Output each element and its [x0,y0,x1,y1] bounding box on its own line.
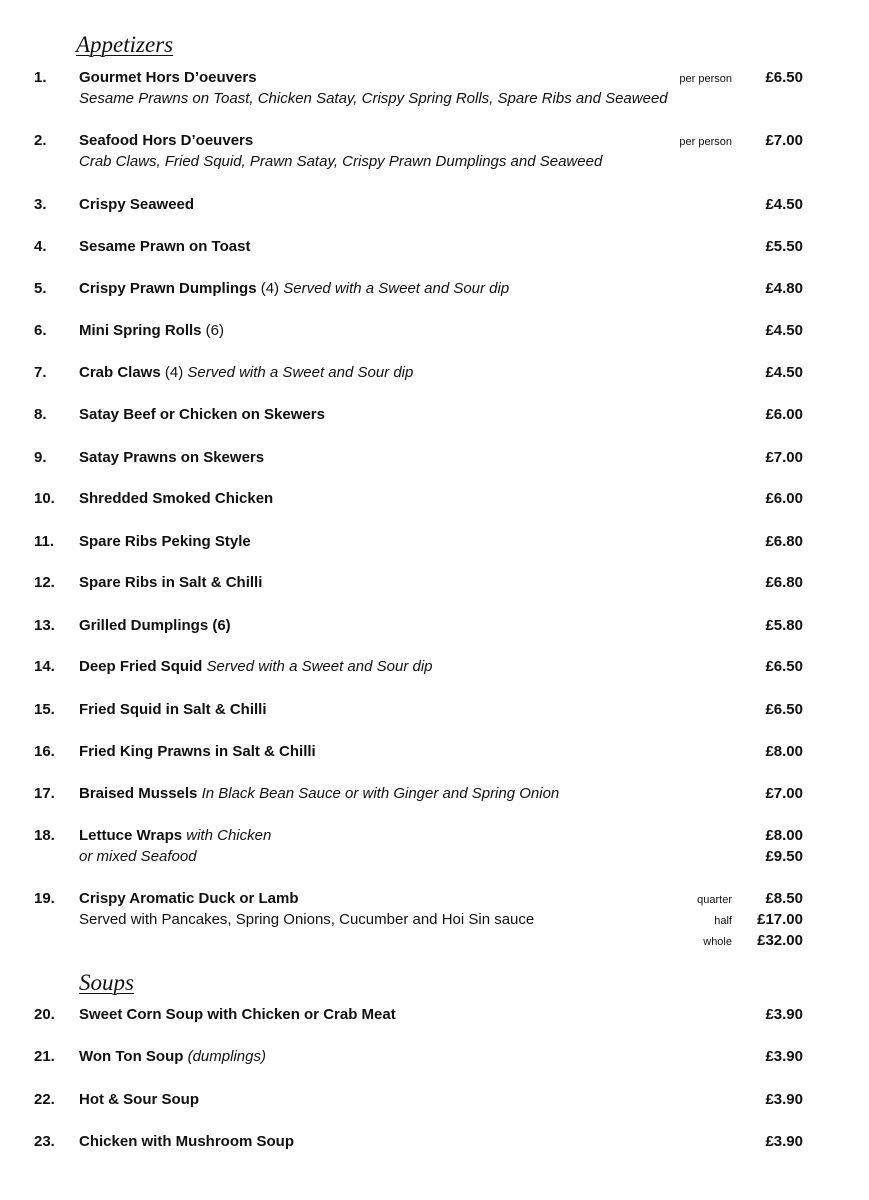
item-name: Crispy Prawn Dumplings [79,280,257,297]
item-price: £4.80 [765,280,803,297]
item-number: 8. [34,406,47,423]
item-name-line [79,742,316,762]
item-description: or mixed Seafood [79,848,197,865]
item-number: 16. [34,743,55,760]
item-name-line [79,616,231,636]
item-price: £8.00 [765,827,803,844]
item-name-line [79,700,267,720]
item-price: £6.00 [765,490,803,507]
price-unit: per person [679,136,732,148]
item-number: 3. [34,196,47,213]
item-number: 14. [34,658,55,675]
item-name: Fried Squid in Salt & Chilli [79,701,267,718]
item-name-line [79,405,325,425]
item-price: £3.90 [765,1091,803,1108]
item-name-line [79,889,299,909]
item-name: Satay Prawns on Skewers [79,449,265,466]
item-number: 13. [34,617,55,634]
item-name-line [79,448,264,468]
item-note: (dumplings) [187,1048,266,1065]
soups-heading: Soups [79,970,134,995]
item-name-line [79,131,253,151]
item-name: Sesame Prawn on Toast [79,238,251,255]
item-price: £5.80 [765,617,803,634]
item-price: £4.50 [765,196,803,213]
item-name-line [79,1132,294,1152]
item-number: 4. [34,238,47,255]
price-unit: half [714,915,732,927]
item-number: 1. [34,69,47,86]
item-name: Fried King Prawns in Salt & Chilli [79,743,316,760]
item-number: 22. [34,1091,55,1108]
item-price: £7.00 [765,785,803,802]
item-name: Hot & Sour Soup [79,1091,199,1108]
item-number: 5. [34,280,47,297]
item-name: Deep Fried Squid [79,658,203,675]
item-name-line [79,195,194,215]
item-number: 11. [34,533,55,550]
item-quantity: (4) [164,364,184,381]
item-name: Spare Ribs in Salt & Chilli [79,574,263,591]
item-name-line [79,1090,199,1110]
item-name: Won Ton Soup [79,1048,184,1065]
item-price: £17.00 [757,911,803,928]
item-number: 23. [34,1133,55,1150]
item-name: Mini Spring Rolls [79,322,202,339]
item-name-line [79,237,250,257]
item-name: Chicken with Mushroom Soup [79,1133,295,1150]
item-note: In Black Bean Sauce or with Ginger and Spring Onion [201,785,560,802]
item-description: Crab Claws, Fried Squid, Prawn Satay, Crispy Prawn Dumplings and Seaweed [79,153,603,170]
item-price: £6.00 [765,406,803,423]
item-name: Shredded Smoked Chicken [79,490,274,507]
item-name-line [79,1047,266,1067]
item-quantity: (4) [260,280,280,297]
item-number: 10. [34,490,55,507]
item-quantity: (6) [205,322,225,339]
price-unit: quarter [697,894,732,906]
item-number: 18. [34,827,55,844]
item-price: £7.00 [765,449,803,466]
item-number: 17. [34,785,55,802]
item-note: with Chicken [186,827,272,844]
item-name-line [79,321,224,341]
item-name-line [79,68,257,88]
item-name-line [79,363,413,383]
item-number: 9. [34,449,47,466]
item-number: 21. [34,1048,55,1065]
item-price: £6.50 [765,69,803,86]
item-name-line [79,279,509,299]
item-price: £5.50 [765,238,803,255]
item-name-line [79,657,433,677]
item-price: £7.00 [765,132,803,149]
item-number: 20. [34,1006,55,1023]
item-name: Crab Claws [79,364,161,381]
item-number: 7. [34,364,47,381]
item-number: 12. [34,574,55,591]
item-price: £6.50 [765,658,803,675]
item-name: Spare Ribs Peking Style [79,533,251,550]
item-price: £6.80 [765,574,803,591]
item-price-alt: £9.50 [765,848,803,865]
item-price: £4.50 [765,322,803,339]
item-number: 2. [34,132,47,149]
item-name: Lettuce Wraps [79,827,183,844]
item-name: Gourmet Hors D’oeuvers [79,69,257,86]
item-note: Served with a Sweet and Sour dip [283,280,510,297]
item-note: Served with a Sweet and Sour dip [187,364,414,381]
item-price: £6.50 [765,701,803,718]
item-price: £4.50 [765,364,803,381]
item-price: £8.50 [765,890,803,907]
item-price: £8.00 [765,743,803,760]
item-description: Sesame Prawns on Toast, Chicken Satay, Crispy Spring Rolls, Spare Ribs and Seaweed [79,90,668,107]
item-price: £3.90 [765,1048,803,1065]
item-name-line [79,573,262,593]
item-name: Sweet Corn Soup with Chicken or Crab Meat [79,1006,396,1023]
item-number: 6. [34,322,47,339]
item-name-line [79,1005,396,1025]
price-unit: per person [679,73,732,85]
item-number: 19. [34,890,55,907]
item-name: Crispy Aromatic Duck or Lamb [79,890,299,907]
item-price: £3.90 [765,1006,803,1023]
item-name: Braised Mussels [79,785,198,802]
item-note: Served with a Sweet and Sour dip [206,658,433,675]
item-name-line [79,826,271,846]
item-number: 15. [34,701,55,718]
item-name-line [79,532,251,552]
item-name: Grilled Dumplings (6) [79,617,231,634]
item-name-line [79,489,273,509]
item-description: Served with Pancakes, Spring Onions, Cucumber and Hoi Sin sauce [79,911,535,928]
item-name-line [79,784,559,804]
item-price: £32.00 [757,932,803,949]
item-name: Crispy Seaweed [79,196,195,213]
item-name: Satay Beef or Chicken on Skewers [79,406,325,423]
item-price: £3.90 [765,1133,803,1150]
appetizers-heading: Appetizers [76,32,174,57]
item-name: Seafood Hors D’oeuvers [79,132,254,149]
item-price: £6.80 [765,533,803,550]
price-unit: whole [703,936,732,948]
